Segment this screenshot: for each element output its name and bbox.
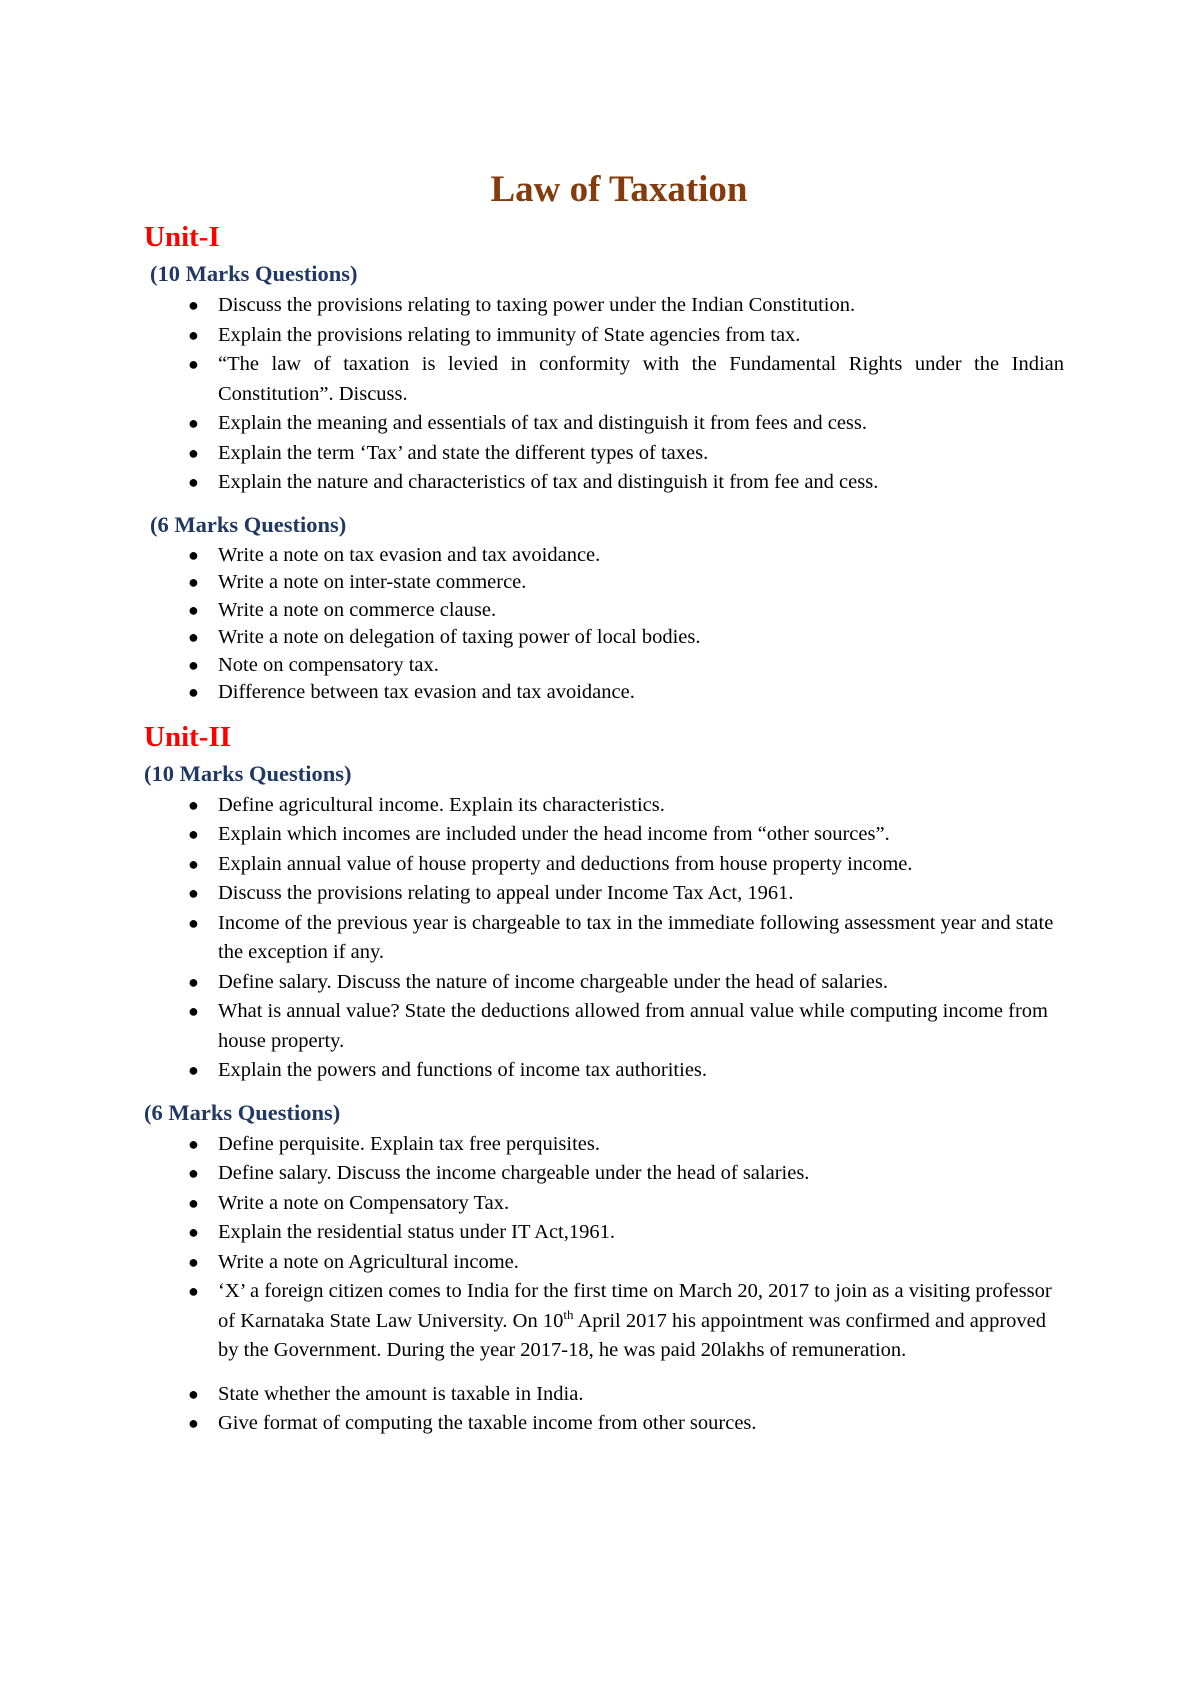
list-item: ● Explain the term ‘Tax’ and state the different types of taxes. — [144, 439, 1064, 469]
section-heading: (10 Marks Questions) — [150, 261, 358, 286]
list-item: ● Define salary. Discuss the income chargeable under the head of salaries. — [144, 1159, 1064, 1189]
list-item: ● Difference between tax evasion and tax avoidance. — [144, 679, 1064, 707]
bullet-icon: ● — [188, 627, 199, 647]
bullet-icon: ● — [188, 794, 199, 815]
list-item: ● Discuss the provisions relating to appeal under Income Tax Act, 1961. — [144, 879, 1064, 909]
bullet-icon: ● — [188, 1222, 199, 1242]
list-item: ● Explain the residential status under IT Act,1961. — [144, 1218, 1064, 1248]
list-item: ● Explain which incomes are included under the head income from “other sources”. — [144, 820, 1064, 850]
question-list — [144, 542, 1064, 707]
bullet-icon: ● — [188, 853, 199, 874]
question-list — [144, 791, 1064, 1086]
bullet-icon: ● — [188, 442, 199, 463]
list-item: ● Write a note on inter-state commerce. — [144, 569, 1064, 597]
list-item: ● State whether the amount is taxable in India. — [144, 1380, 1064, 1410]
question-list — [144, 1130, 1064, 1366]
unit-heading: Unit-II — [144, 720, 232, 753]
document-title: Law of Taxation — [490, 169, 748, 210]
case-question: ● ‘X’ a foreign citizen comes to India for the first time on March 20, 2017 to join as a visiting professor of Karnataka State Law University. On 10th April 2017 his appointment was confirmed and approved by the Government. During the year 2017-18, he was paid 20lakhs of remuneration. — [144, 1277, 1064, 1366]
bullet-icon: ● — [188, 1251, 199, 1272]
list-item: ● Note on compensatory tax. — [144, 652, 1064, 680]
bullet-icon: ● — [188, 472, 199, 492]
bullet-icon: ● — [188, 324, 199, 345]
bullet-icon: ● — [188, 1060, 199, 1080]
list-item: ● Write a note on commerce clause. — [144, 597, 1064, 625]
list-item: ● Explain the powers and functions of income tax authorities. — [144, 1056, 1064, 1086]
list-item: ● Define salary. Discuss the nature of income chargeable under the head of salaries. — [144, 968, 1064, 998]
bullet-icon: ● — [188, 354, 199, 374]
question-list — [144, 1380, 1064, 1439]
list-item: ● Define agricultural income. Explain its characteristics. — [144, 791, 1064, 821]
bullet-icon: ● — [188, 544, 199, 565]
bullet-icon: ● — [188, 912, 199, 933]
question-list — [144, 291, 1064, 498]
bullet-icon: ● — [188, 682, 199, 702]
list-item: ● Define perquisite. Explain tax free perquisites. — [144, 1130, 1064, 1160]
list-item: ● Discuss the provisions relating to taxing power under the Indian Constitution. — [144, 291, 1064, 321]
bullet-icon: ● — [188, 1163, 199, 1183]
section-heading: (6 Marks Questions) — [150, 511, 347, 537]
list-item: ● Give format of computing the taxable income from other sources. — [144, 1409, 1064, 1439]
document-body — [144, 168, 1064, 1453]
bullet-icon: ● — [188, 1383, 199, 1404]
bullet-icon: ● — [188, 572, 199, 592]
bullet-icon: ● — [188, 883, 199, 903]
bullet-icon: ● — [188, 971, 199, 992]
bullet-icon: ● — [188, 1281, 199, 1301]
unit-2 — [144, 721, 1064, 1439]
list-item: ● Explain the provisions relating to immunity of State agencies from tax. — [144, 321, 1064, 351]
list-item: ● Write a note on Compensatory Tax. — [144, 1189, 1064, 1219]
bullet-icon: ● — [188, 1001, 199, 1021]
list-item: ● “The law of taxation is levied in conformity with the Fundamental Rights under the Indian Constitution”. Discuss. — [144, 350, 1064, 409]
unit-heading: Unit-I — [144, 221, 220, 253]
list-item: ● Income of the previous year is chargeable to tax in the immediate following assessment year and state the exception if any. — [144, 909, 1064, 968]
bullet-icon: ● — [188, 824, 199, 844]
list-item: ● Explain the meaning and essentials of tax and distinguish it from fees and cess. — [144, 409, 1064, 439]
section-heading: (10 Marks Questions) — [144, 760, 352, 786]
bullet-icon: ● — [188, 599, 199, 620]
list-item: ● What is annual value? State the deductions allowed from annual value while computing income from house property. — [144, 997, 1064, 1056]
bullet-icon: ● — [188, 654, 199, 675]
section-heading: (6 Marks Questions) — [144, 1099, 341, 1125]
bullet-icon: ● — [188, 413, 199, 433]
list-item: ● Write a note on tax evasion and tax avoidance. — [144, 542, 1064, 570]
bullet-icon: ● — [188, 295, 199, 315]
unit-1 — [144, 221, 1064, 707]
bullet-icon: ● — [188, 1413, 199, 1433]
list-item: ● Explain annual value of house property and deductions from house property income. — [144, 850, 1064, 880]
list-item: ● Explain the nature and characteristics of tax and distinguish it from fee and cess. — [144, 468, 1064, 498]
list-item: ● Write a note on delegation of taxing power of local bodies. — [144, 624, 1064, 652]
bullet-icon: ● — [188, 1192, 199, 1213]
list-item: ● Write a note on Agricultural income. — [144, 1248, 1064, 1278]
bullet-icon: ● — [188, 1133, 199, 1154]
